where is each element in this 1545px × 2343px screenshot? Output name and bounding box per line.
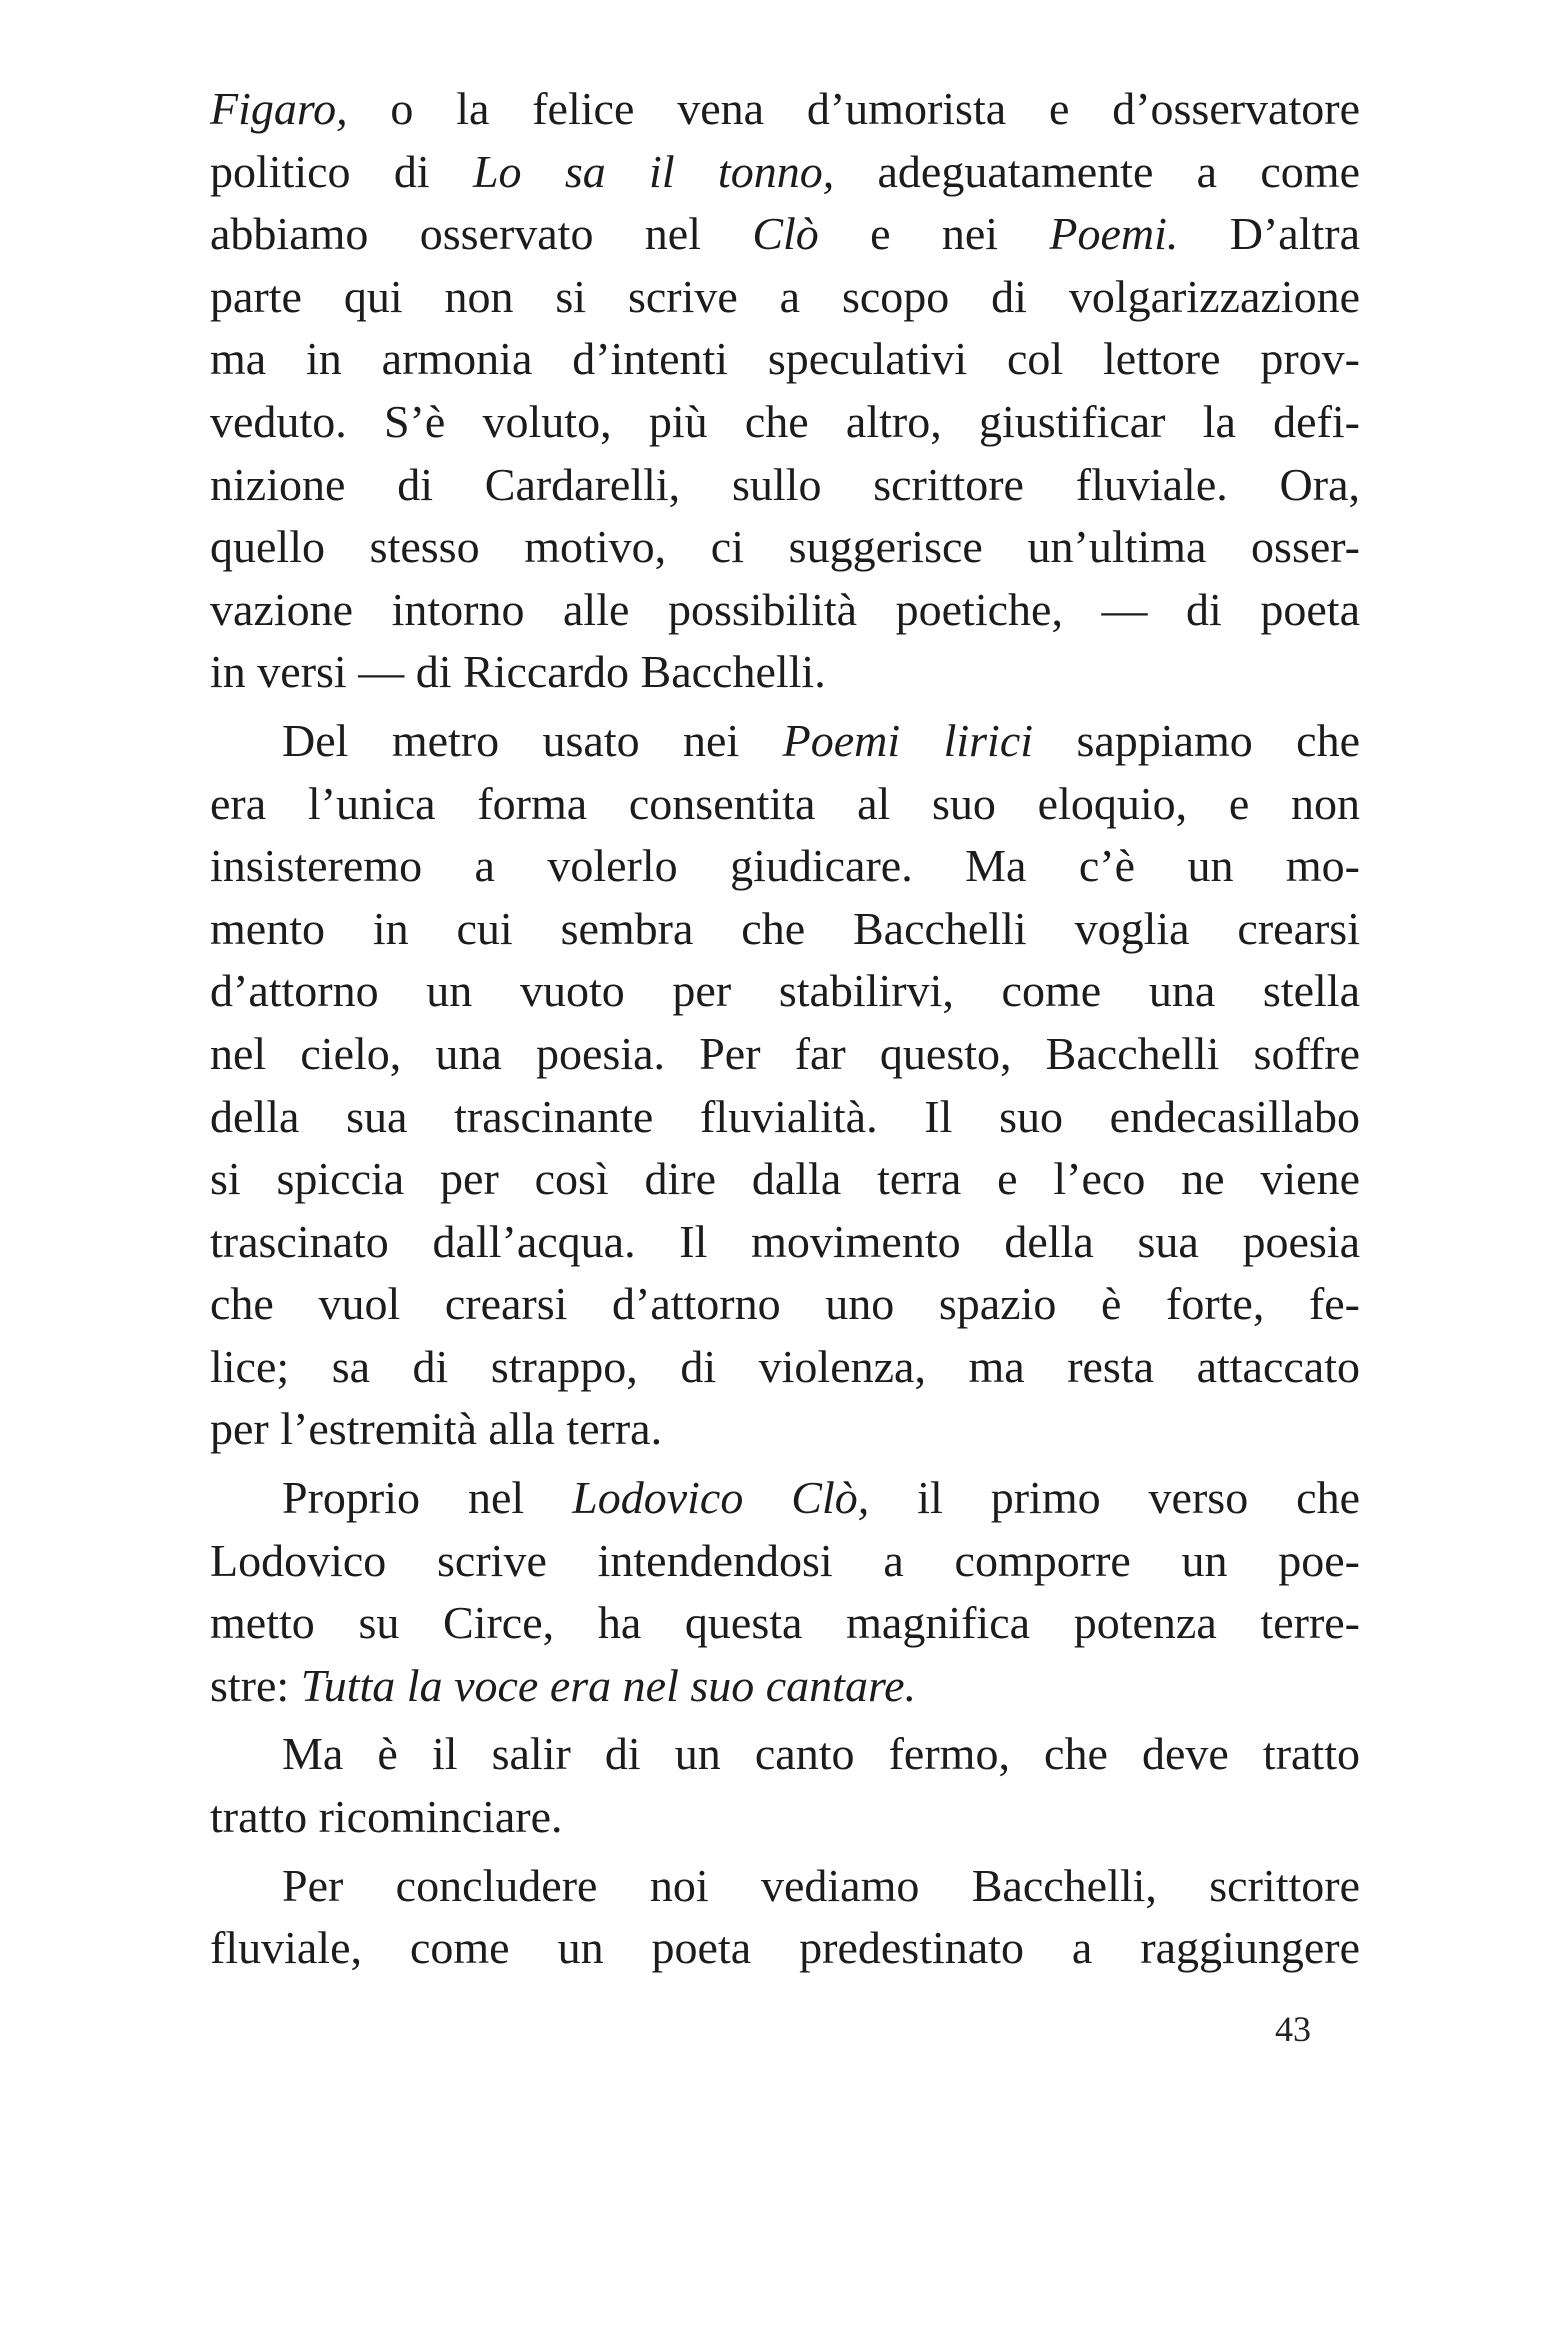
text-run: trascinato dall’acqua. Il movimento della sua poesia: [210, 1215, 1360, 1267]
text-run: veduto. S’è voluto, più che altro, giustificar la defi-: [210, 395, 1360, 447]
text-run: per l’estremità alla terra.: [210, 1403, 663, 1455]
text-line: [210, 1917, 1360, 1980]
text-line: [210, 266, 1360, 329]
paragraph: [210, 1467, 1360, 1717]
text-line: [210, 1855, 1360, 1918]
text-run: si spiccia per così dire dalla terra e l’eco ne viene: [210, 1153, 1360, 1205]
italic-title: Poemi lirici: [782, 714, 1034, 766]
text-run: era l’unica forma consentita al suo eloquio, e non: [210, 777, 1360, 829]
text-line: [210, 78, 1360, 141]
text-line: [210, 1211, 1360, 1274]
text-run: ma in armonia d’intenti speculativi col lettore prov-: [210, 333, 1360, 385]
text-run: D’altra: [1178, 208, 1360, 260]
text-line: [210, 1467, 1360, 1530]
text-line: [210, 516, 1360, 579]
paragraph: [210, 1723, 1360, 1848]
italic-title: Lo sa il tonno,: [472, 145, 835, 197]
italic-title: Figaro,: [210, 83, 348, 134]
text-run: parte qui non si scrive a scopo di volgarizzazione: [210, 270, 1360, 322]
text-line: [210, 710, 1360, 773]
text-run: il primo verso che: [869, 1472, 1360, 1524]
text-line: [210, 141, 1360, 204]
text-run: vazione intorno alle possibilità poetiche, — di poeta: [210, 583, 1360, 635]
text-run: e nei: [818, 208, 1050, 260]
text-line: [210, 1336, 1360, 1399]
text-run: fluviale, come un poeta predestinato a raggiungere: [210, 1922, 1360, 1974]
italic-title: Poemi.: [1049, 208, 1179, 260]
text-run: mento in cui sembra che Bacchelli voglia crearsi: [210, 902, 1360, 954]
text-run: Lodovico scrive intendendosi a comporre un poe-: [210, 1534, 1360, 1586]
text-line: [210, 1530, 1360, 1593]
text-run: lice; sa di strappo, di violenza, ma resta attaccato: [210, 1340, 1360, 1392]
paragraph: [210, 1855, 1360, 1980]
text-line: [210, 1723, 1360, 1786]
text-run: metto su Circe, ha questa magnifica potenza terre-: [210, 1597, 1360, 1649]
text-line: [210, 835, 1360, 898]
book-page: [210, 78, 1360, 1980]
text-line: [210, 1273, 1360, 1336]
text-line: [210, 579, 1360, 642]
text-line: [210, 773, 1360, 836]
text-run: tratto ricominciare.: [210, 1791, 563, 1843]
text-run: della sua trascinante fluvialità. Il suo endecasillabo: [210, 1090, 1360, 1142]
text-line: [210, 1655, 1360, 1718]
italic-title: Tutta la voce era nel suo cantare.: [300, 1659, 917, 1711]
text-body: [210, 78, 1360, 1980]
text-run: Per concludere noi vediamo Bacchelli, scrittore: [282, 1859, 1360, 1911]
text-run: adeguatamente a come: [834, 145, 1361, 197]
text-line: [210, 1592, 1360, 1655]
text-line: [210, 1086, 1360, 1149]
paragraph: [210, 78, 1360, 704]
text-run: nel cielo, una poesia. Per far questo, Bacchelli soffre: [210, 1027, 1360, 1079]
text-run: insisteremo a volerlo giudicare. Ma c’è un mo-: [210, 840, 1360, 892]
text-line: [210, 328, 1360, 391]
text-line: [210, 454, 1360, 517]
text-run: stre:: [210, 1659, 301, 1711]
text-run: Ma è il salir di un canto fermo, che deve tratto: [282, 1728, 1360, 1780]
text-line: [210, 203, 1360, 266]
paragraph: [210, 710, 1360, 1461]
text-line: [210, 1786, 1360, 1849]
italic-title: Clò: [752, 208, 819, 260]
page-number: 43: [1275, 2009, 1311, 2049]
text-run: che vuol crearsi d’attorno uno spazio è forte, fe-: [210, 1278, 1360, 1330]
text-line: [210, 1398, 1360, 1461]
italic-title: Lodovico Clò,: [572, 1472, 870, 1524]
text-run: abbiamo osservato nel: [210, 208, 753, 260]
text-run: Proprio nel: [282, 1472, 573, 1524]
text-run: Del metro usato nei: [282, 714, 783, 766]
text-line: [210, 641, 1360, 704]
text-run: in versi — di Riccardo Bacchelli.: [210, 646, 826, 698]
text-line: [210, 391, 1360, 454]
text-run: quello stesso motivo, ci suggerisce un’ultima osser-: [210, 521, 1360, 573]
text-run: nizione di Cardarelli, sullo scrittore fluviale. Ora,: [210, 458, 1360, 510]
text-run: o la felice vena d’umorista e d’osservatore: [347, 83, 1360, 134]
text-run: sappiamo che: [1033, 714, 1360, 766]
text-run: d’attorno un vuoto per stabilirvi, come una stella: [210, 965, 1360, 1017]
text-run: politico di: [210, 145, 473, 197]
text-line: [210, 898, 1360, 961]
text-line: [210, 1023, 1360, 1086]
text-line: [210, 1148, 1360, 1211]
text-line: [210, 960, 1360, 1023]
